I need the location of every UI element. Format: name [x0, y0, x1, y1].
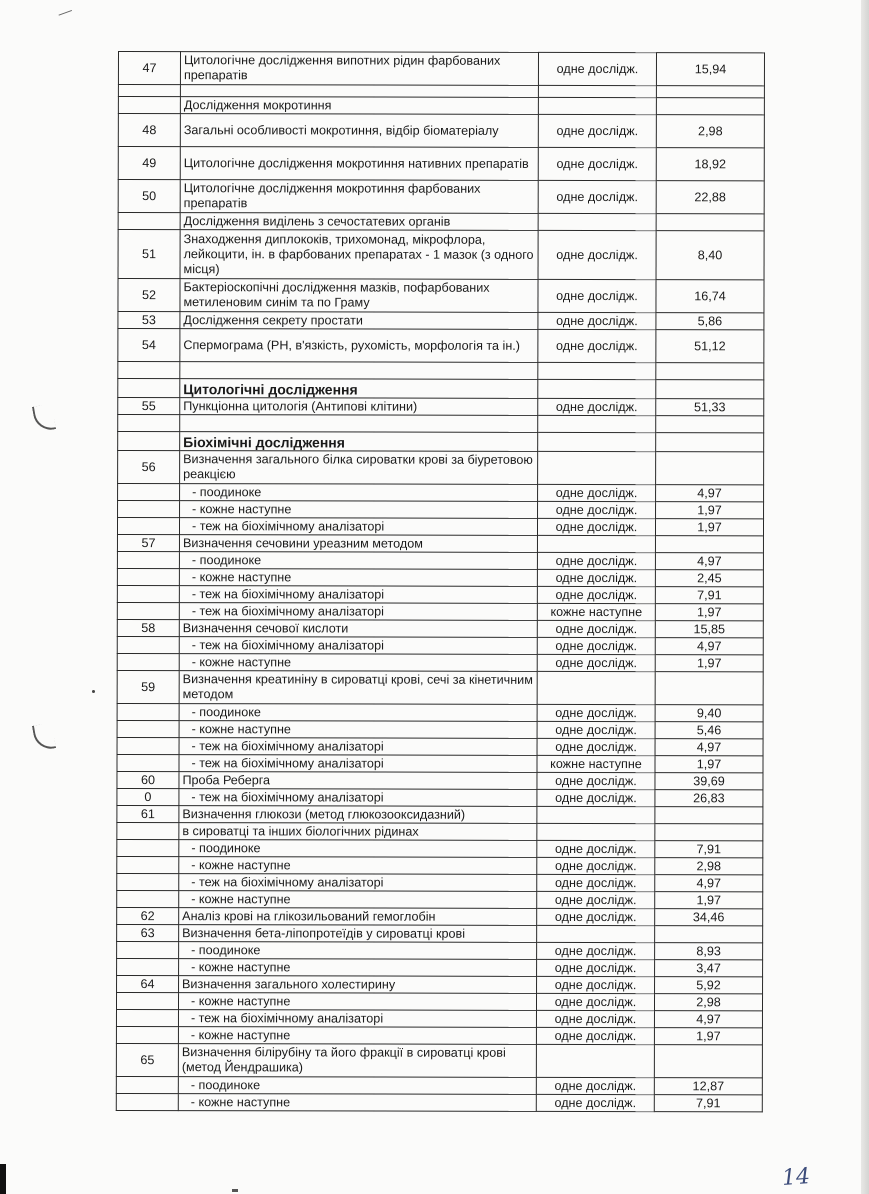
table-row — [117, 839, 763, 857]
row-number — [117, 720, 179, 737]
row-unit: одне дослідж. — [538, 147, 656, 180]
row-number — [117, 653, 179, 670]
row-unit — [536, 1044, 654, 1077]
row-price: 1,97 — [655, 604, 763, 621]
row-number — [118, 484, 180, 501]
row-description: Бактеріоскопічні дослідження мазків, пофарбованих метиленовим синім та по Граму — [180, 279, 538, 313]
row-price: 39,69 — [655, 773, 763, 790]
table-row — [117, 890, 763, 908]
row-number — [116, 1009, 178, 1026]
row-price — [655, 824, 763, 841]
table-row — [118, 398, 764, 416]
row-price: 4,97 — [655, 875, 763, 892]
row-description: Визначення бета-ліпопротеїдів у сироватці крові — [179, 925, 537, 943]
table-row — [117, 958, 763, 976]
row-price — [655, 807, 763, 824]
row-number — [118, 415, 180, 432]
row-number: 61 — [117, 805, 179, 822]
row-number — [117, 737, 179, 754]
row-price: 2,45 — [655, 570, 763, 587]
row-number — [117, 602, 179, 619]
section-heading: Цитологічні дослідження — [180, 379, 538, 399]
row-number: 50 — [118, 180, 180, 213]
row-unit: одне дослідж. — [537, 772, 655, 789]
row-price: 8,93 — [655, 943, 763, 960]
row-unit — [538, 97, 656, 114]
row-number: 56 — [118, 451, 180, 484]
table-row — [117, 518, 763, 536]
row-price: 22,88 — [656, 181, 764, 214]
row-description: Спермограма (РН, в'язкість, рухомість, морфологія та ін.) — [180, 329, 538, 363]
row-unit: одне дослідж. — [537, 586, 655, 603]
row-unit: одне дослідж. — [538, 484, 656, 501]
row-number: 0 — [117, 788, 179, 805]
row-price: 26,83 — [655, 790, 763, 807]
row-description: Пункціонна цитологія (Антипові клітини) — [180, 398, 538, 416]
row-unit: одне дослідж. — [538, 329, 656, 362]
row-price: 7,91 — [655, 841, 763, 858]
row-description: Визначення білірубіну та його фракції в сироватці крові (метод Йендрашика) — [178, 1044, 536, 1078]
table-row — [118, 230, 764, 280]
row-unit: одне дослідж. — [538, 398, 656, 415]
row-description — [180, 415, 538, 433]
row-description: Визначення глюкози (метод глюкозооксидазний) — [179, 806, 537, 824]
row-unit: одне дослідж. — [536, 1027, 654, 1044]
row-unit — [537, 925, 655, 942]
row-description: - кожне наступне — [179, 721, 537, 739]
row-unit: одне дослідж. — [537, 942, 655, 959]
row-price — [656, 86, 764, 98]
row-price: 15,85 — [655, 621, 763, 638]
price-table — [116, 51, 765, 1112]
row-number: 62 — [117, 907, 179, 924]
row-number: 53 — [118, 312, 180, 329]
row-unit: одне дослідж. — [537, 891, 655, 908]
row-unit: одне дослідж. — [537, 552, 655, 569]
row-price — [656, 363, 764, 380]
row-price: 1,97 — [655, 655, 763, 672]
row-price: 4,97 — [654, 1011, 762, 1028]
row-unit — [538, 415, 656, 432]
row-unit — [538, 213, 656, 230]
section-heading: Біохімічні дослідження — [180, 432, 538, 452]
row-number — [117, 941, 179, 958]
table-row — [117, 720, 763, 738]
row-number — [118, 379, 180, 398]
row-description: Цитологічне дослідження мокротиння нативних препаратів — [180, 147, 538, 181]
row-description: - теж на біохімічному аналізаторі — [179, 518, 537, 536]
row-description: в сироватці та інших біологічних рідинах — [179, 823, 537, 841]
row-price — [656, 433, 764, 452]
row-price — [656, 214, 764, 231]
row-unit: одне дослідж. — [537, 569, 655, 586]
row-description: - поодиноке — [179, 942, 537, 960]
row-description: Дослідження мокротиння — [180, 97, 538, 115]
punch-hole-mark — [32, 403, 56, 432]
row-number — [117, 568, 179, 585]
table-row — [117, 585, 763, 603]
row-description: - теж на біохімічному аналізаторі — [179, 637, 537, 655]
row-description: - поодиноке — [179, 704, 537, 722]
row-unit: кожне наступне — [537, 603, 655, 620]
row-number: 49 — [118, 147, 180, 180]
row-description: - теж на біохімічному аналізаторі — [178, 1010, 536, 1028]
row-unit: одне дослідж. — [536, 993, 654, 1010]
row-description: - теж на біохімічному аналізаторі — [179, 874, 537, 892]
row-number — [118, 97, 180, 114]
speck — [92, 690, 95, 693]
row-unit — [538, 362, 656, 379]
row-number — [117, 822, 179, 839]
row-price — [656, 98, 764, 115]
row-number — [118, 213, 180, 230]
row-unit: одне дослідж. — [538, 180, 656, 213]
row-number — [117, 839, 179, 856]
row-price: 1,97 — [656, 502, 764, 519]
row-description: - теж на біохімічному аналізаторі — [179, 586, 537, 604]
page-edge-shadow — [861, 0, 869, 1194]
row-unit: одне дослідж. — [537, 874, 655, 891]
row-unit — [537, 823, 655, 840]
table-row — [117, 619, 763, 637]
row-unit — [538, 85, 656, 97]
row-description: Визначення загального холестирину — [179, 976, 537, 994]
row-price: 4,97 — [655, 553, 763, 570]
row-number — [117, 585, 179, 602]
row-unit — [537, 535, 655, 552]
row-number — [117, 551, 179, 568]
row-unit — [538, 432, 656, 451]
row-number: 64 — [117, 975, 179, 992]
row-number — [117, 856, 179, 873]
row-unit: одне дослідж. — [537, 738, 655, 755]
table-row — [118, 415, 764, 433]
row-number — [118, 501, 180, 518]
row-unit — [537, 806, 655, 823]
row-price: 18,92 — [656, 148, 764, 181]
row-number: 63 — [117, 924, 179, 941]
row-price — [655, 926, 763, 943]
row-price: 1,97 — [654, 1028, 762, 1045]
row-number: 52 — [118, 279, 180, 312]
row-description: Цитологічне дослідження мокротиння фарбованих препаратів — [180, 180, 538, 214]
row-description: - теж на біохімічному аналізаторі — [179, 755, 537, 773]
row-price: 2,98 — [656, 115, 764, 148]
row-price: 4,97 — [655, 739, 763, 756]
table-row — [117, 805, 763, 823]
row-unit: одне дослідж. — [537, 908, 655, 925]
row-description — [180, 362, 538, 380]
row-price: 9,40 — [655, 705, 763, 722]
table-row — [118, 362, 764, 380]
row-unit: одне дослідж. — [537, 637, 655, 654]
row-unit — [537, 671, 655, 704]
row-price: 5,46 — [655, 722, 763, 739]
scan-corner-mark — [0, 1164, 6, 1194]
row-price: 7,91 — [654, 1095, 762, 1112]
table-row — [117, 975, 763, 993]
row-description: - теж на біохімічному аналізаторі — [179, 603, 537, 621]
price-table-body — [116, 52, 764, 1112]
row-unit: одне дослідж. — [537, 840, 655, 857]
table-row — [117, 551, 763, 569]
row-price: 51,12 — [656, 330, 764, 363]
row-unit: одне дослідж. — [538, 230, 656, 279]
table-row — [117, 771, 763, 789]
row-unit — [538, 451, 656, 484]
row-number — [117, 958, 179, 975]
table-row — [118, 180, 764, 214]
table-row — [117, 653, 763, 671]
row-price: 5,86 — [656, 313, 764, 330]
row-description: - кожне наступне — [179, 959, 537, 977]
table-row — [117, 670, 763, 704]
table-row — [118, 451, 764, 485]
row-number — [116, 992, 178, 1009]
table-row — [118, 97, 764, 115]
row-unit: одне дослідж. — [538, 501, 656, 518]
table-row — [117, 873, 763, 891]
row-price — [656, 380, 764, 399]
row-description: Аналіз крові на глікозильований гемоглобін — [179, 908, 537, 926]
row-number — [117, 518, 179, 535]
row-price — [656, 452, 764, 485]
row-number: 48 — [118, 114, 180, 147]
row-number: 59 — [117, 670, 179, 703]
row-unit: одне дослідж. — [537, 857, 655, 874]
row-unit: одне дослідж. — [537, 959, 655, 976]
table-row — [118, 432, 764, 452]
row-description: Дослідження секрету простати — [180, 312, 538, 330]
table-row — [118, 114, 764, 148]
table-row — [117, 941, 763, 959]
row-number — [116, 1026, 178, 1043]
row-description: Знаходження диплококів, трихомонад, мікрофлора, лейкоцити, ін. в фарбованих препаратах - 1 мазок (з одного місця) — [180, 230, 538, 280]
row-description: Цитологічне дослідження випотних рідин фарбованих препаратів — [180, 52, 538, 86]
table-row — [118, 52, 764, 86]
table-row — [116, 1026, 762, 1044]
table-row — [118, 501, 764, 519]
table-row — [117, 822, 763, 840]
row-price: 4,97 — [656, 485, 764, 502]
table-row — [116, 1043, 762, 1077]
table-row — [116, 1009, 762, 1027]
row-unit: одне дослідж. — [536, 1094, 654, 1111]
table-row — [117, 856, 763, 874]
row-price: 2,98 — [654, 994, 762, 1011]
row-number — [118, 362, 180, 379]
table-row — [117, 737, 763, 755]
row-unit: одне дослідж. — [537, 789, 655, 806]
row-description: Визначення сечової кислоти — [179, 620, 537, 638]
row-unit — [538, 379, 656, 398]
row-price: 16,74 — [656, 280, 764, 313]
row-description: - кожне наступне — [179, 654, 537, 672]
table-row — [117, 788, 763, 806]
row-price — [655, 536, 763, 553]
table-row — [117, 924, 763, 942]
row-unit: одне дослідж. — [537, 976, 655, 993]
row-description: - поодиноке — [179, 840, 537, 858]
row-price: 1,97 — [655, 519, 763, 536]
row-number: 47 — [118, 52, 180, 85]
row-description: Визначення сечовини уреазним методом — [179, 535, 537, 553]
row-number — [117, 873, 179, 890]
row-unit: одне дослідж. — [538, 52, 656, 85]
row-description: Загальні особливості мокротиння, відбір біоматеріалу — [180, 114, 538, 148]
row-description: - кожне наступне — [179, 891, 537, 909]
row-description: Проба Реберга — [179, 772, 537, 790]
table-row — [117, 754, 763, 772]
table-row — [117, 568, 763, 586]
speck — [232, 1189, 238, 1192]
row-price: 51,33 — [656, 399, 764, 416]
table-row — [118, 312, 764, 330]
row-unit: одне дослідж. — [536, 1077, 654, 1094]
table-row — [118, 147, 764, 181]
row-number: 57 — [117, 535, 179, 552]
row-number: 51 — [118, 230, 180, 279]
row-unit: одне дослідж. — [537, 620, 655, 637]
row-price: 5,92 — [655, 977, 763, 994]
row-price — [654, 1045, 762, 1078]
table-row — [118, 329, 764, 363]
row-number — [117, 754, 179, 771]
row-description: - поодиноке — [179, 552, 537, 570]
row-description: - кожне наступне — [179, 857, 537, 875]
table-row — [116, 992, 762, 1010]
row-unit: одне дослідж. — [537, 654, 655, 671]
row-price: 12,87 — [654, 1078, 762, 1095]
row-price: 15,94 — [656, 53, 764, 86]
row-price — [656, 416, 764, 433]
table-row — [117, 535, 763, 553]
row-description: Визначення креатиніну в сироватці крові, сечі за кінетичним методом — [179, 671, 537, 705]
row-price: 3,47 — [655, 960, 763, 977]
handwritten-page-number: 14 — [781, 1164, 811, 1191]
row-number — [117, 636, 179, 653]
row-description: Визначення загального білка сироватки крові за біуретовою реакцією — [180, 451, 538, 485]
row-description: - поодиноке — [178, 1077, 536, 1095]
table-row — [118, 213, 764, 231]
table-row — [117, 907, 763, 925]
row-unit: одне дослідж. — [537, 704, 655, 721]
row-number: 65 — [116, 1043, 178, 1076]
row-price: 4,97 — [655, 638, 763, 655]
row-number — [117, 890, 179, 907]
row-description: - кожне наступне — [179, 569, 537, 587]
row-number: 58 — [117, 619, 179, 636]
row-price: 34,46 — [655, 909, 763, 926]
row-description: Дослідження виділень з сечостатевих органів — [180, 213, 538, 231]
row-number — [118, 85, 180, 97]
row-price: 2,98 — [655, 858, 763, 875]
row-number: 55 — [118, 398, 180, 415]
row-price: 8,40 — [656, 231, 764, 280]
row-number — [117, 703, 179, 720]
row-number: 60 — [117, 771, 179, 788]
table-row — [116, 1093, 762, 1111]
row-number: 54 — [118, 329, 180, 362]
row-unit: одне дослідж. — [538, 114, 656, 147]
punch-hole-mark — [32, 722, 56, 751]
row-price: 1,97 — [655, 756, 763, 773]
row-unit: одне дослідж. — [537, 518, 655, 535]
table-row — [118, 279, 764, 313]
row-price: 1,97 — [655, 892, 763, 909]
pen-mark — [59, 10, 76, 25]
table-row — [117, 602, 763, 620]
table-row — [118, 484, 764, 502]
row-unit: одне дослідж. — [537, 721, 655, 738]
table-row — [116, 1076, 762, 1094]
table-row — [118, 379, 764, 399]
row-number — [118, 432, 180, 451]
row-number — [116, 1076, 178, 1093]
row-description: - кожне наступне — [178, 1094, 536, 1112]
row-unit: кожне наступне — [537, 755, 655, 772]
table-row — [117, 703, 763, 721]
row-description: - кожне наступне — [178, 1027, 536, 1045]
row-price: 7,91 — [655, 587, 763, 604]
row-unit: одне дослідж. — [538, 312, 656, 329]
table-row — [117, 636, 763, 654]
row-description: - кожне наступне — [180, 501, 538, 519]
row-number — [116, 1093, 178, 1110]
row-price — [655, 672, 763, 705]
row-description: - теж на біохімічному аналізаторі — [179, 738, 537, 756]
row-description: - кожне наступне — [178, 993, 536, 1011]
row-description — [180, 85, 538, 98]
row-unit: одне дослідж. — [536, 1010, 654, 1027]
row-description: - теж на біохімічному аналізаторі — [179, 789, 537, 807]
row-unit: одне дослідж. — [538, 279, 656, 312]
row-description: - поодиноке — [180, 484, 538, 502]
